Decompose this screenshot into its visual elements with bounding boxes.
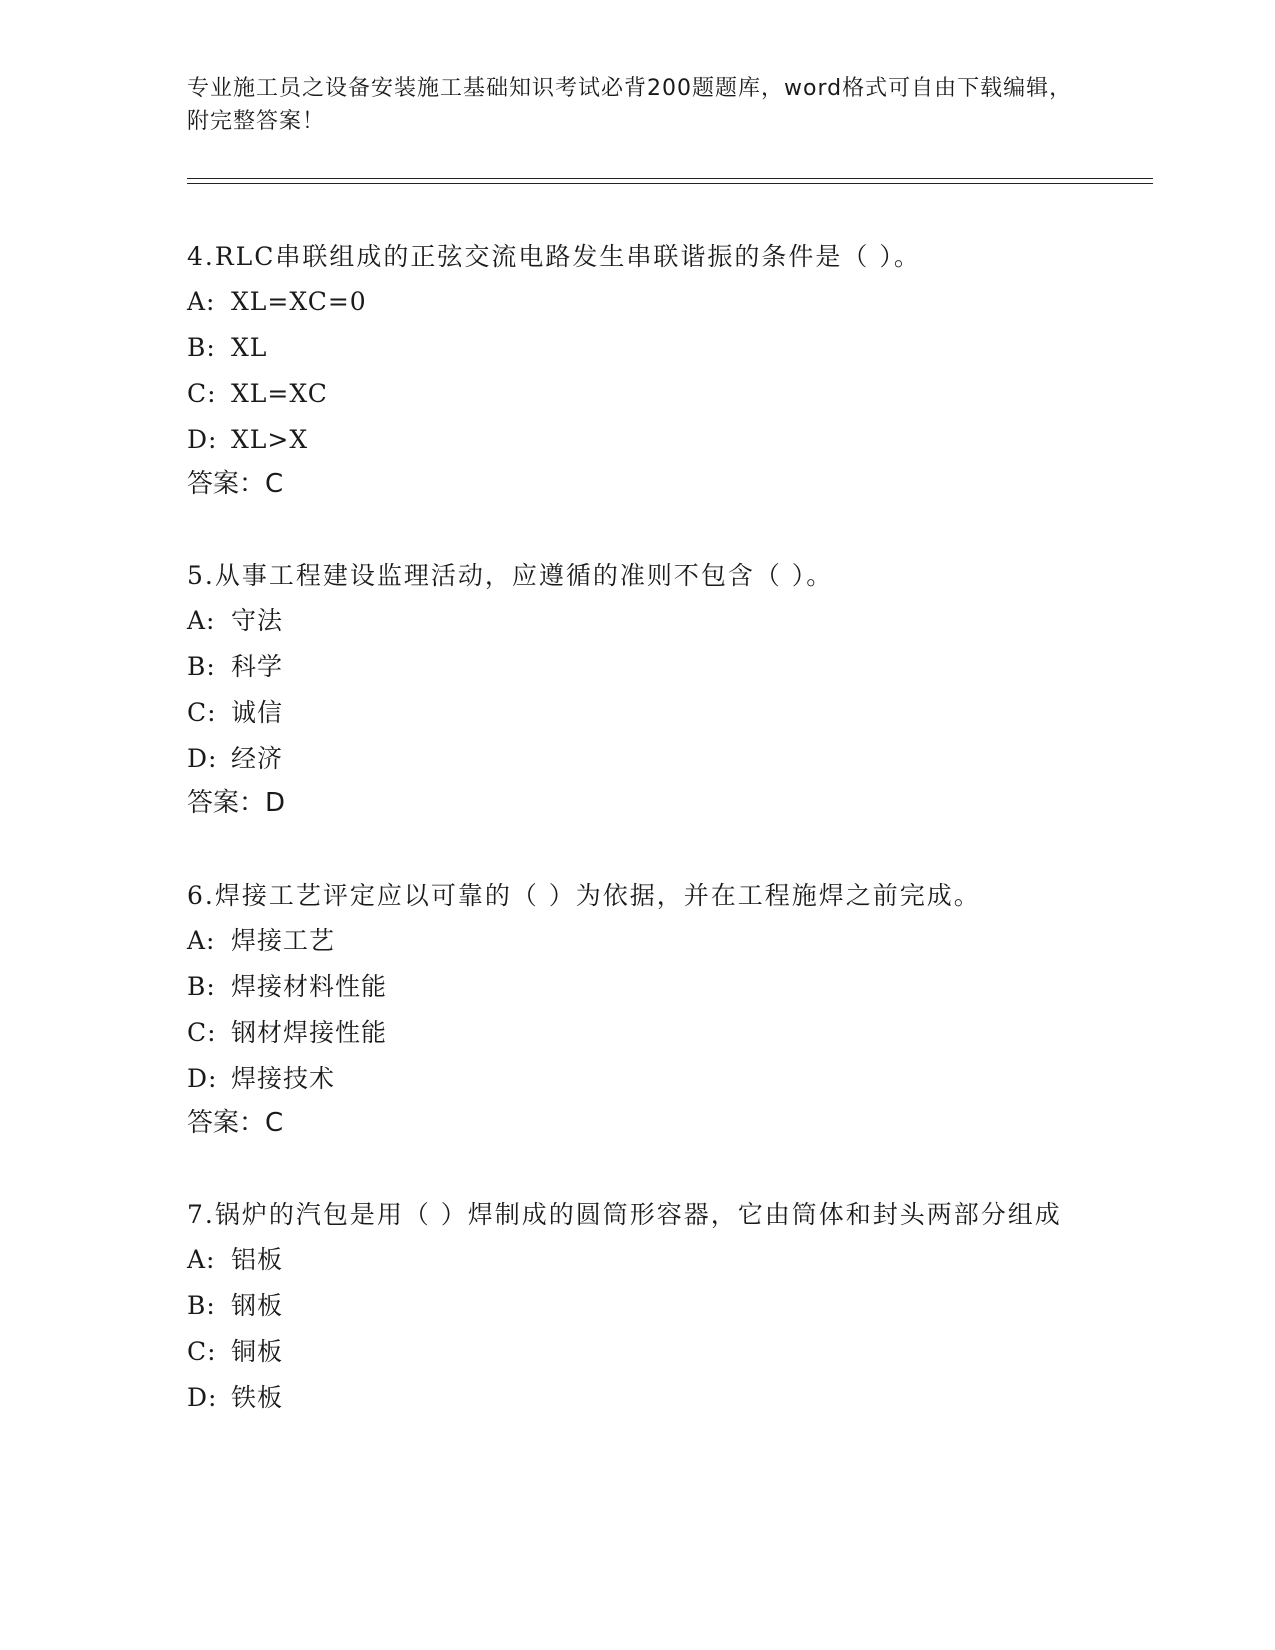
answer: 答案：C bbox=[187, 469, 284, 499]
document-header bbox=[187, 72, 1087, 138]
option-text: 铜板 bbox=[231, 1337, 284, 1366]
option-letter: C: bbox=[187, 1337, 217, 1366]
header-rule-bottom bbox=[187, 183, 1153, 184]
option-a bbox=[187, 279, 1087, 325]
option-text: 钢材焊接性能 bbox=[231, 1018, 388, 1047]
question-number: 4. bbox=[187, 242, 215, 271]
question-stem: 焊接工艺评定应以可靠的（ ）为依据，并在工程施焊之前完成。 bbox=[214, 881, 981, 910]
option-letter: A: bbox=[187, 287, 216, 316]
option-text: 钢板 bbox=[231, 1291, 284, 1320]
option-letter: B: bbox=[187, 652, 216, 681]
question-text bbox=[187, 873, 1087, 918]
option-text: 科学 bbox=[231, 652, 284, 681]
option-d bbox=[187, 1375, 1087, 1421]
option-d bbox=[187, 736, 1087, 782]
option-letter: D: bbox=[187, 425, 218, 454]
question-number: 6. bbox=[187, 881, 215, 910]
option-letter: A: bbox=[187, 926, 216, 955]
option-text: XL=XC=0 bbox=[231, 287, 367, 316]
answer: 答案：C bbox=[187, 1108, 284, 1138]
question-stem: 从事工程建设监理活动，应遵循的准则不包含（ ）。 bbox=[214, 561, 834, 590]
option-a bbox=[187, 1237, 1087, 1283]
option-b bbox=[187, 325, 1087, 371]
option-text: 经济 bbox=[231, 744, 284, 773]
question-text bbox=[187, 234, 1087, 279]
option-letter: B: bbox=[187, 333, 216, 362]
question-stem: RLC串联组成的正弦交流电路发生串联谐振的条件是（ ）。 bbox=[214, 242, 921, 271]
question-text bbox=[187, 553, 1087, 598]
option-letter: A: bbox=[187, 606, 216, 635]
question-number: 5. bbox=[187, 561, 215, 590]
option-letter: A: bbox=[187, 1245, 216, 1274]
option-d bbox=[187, 1056, 1087, 1102]
option-c bbox=[187, 1329, 1087, 1375]
option-text: XL=XC bbox=[231, 379, 328, 408]
header-rule-top bbox=[187, 178, 1153, 179]
option-text: 焊接工艺 bbox=[231, 926, 336, 955]
option-text: 焊接技术 bbox=[231, 1064, 336, 1093]
option-letter: D: bbox=[187, 1383, 218, 1412]
option-text: 诚信 bbox=[231, 698, 284, 727]
option-text: 铝板 bbox=[231, 1245, 284, 1274]
option-b bbox=[187, 964, 1087, 1010]
option-text: 铁板 bbox=[231, 1383, 284, 1412]
option-a bbox=[187, 918, 1087, 964]
option-letter: C: bbox=[187, 698, 217, 727]
option-c bbox=[187, 1010, 1087, 1056]
question-7 bbox=[187, 1192, 1087, 1421]
option-letter: B: bbox=[187, 1291, 216, 1320]
option-c bbox=[187, 371, 1087, 417]
answer: 答案：D bbox=[187, 788, 286, 818]
question-text bbox=[187, 1192, 1087, 1237]
option-b bbox=[187, 1283, 1087, 1329]
option-letter: C: bbox=[187, 379, 217, 408]
option-letter: C: bbox=[187, 1018, 217, 1047]
header-title: 专业施工员之设备安装施工基础知识考试必背200题题库，word格式可自由下载编辑，附完整答案！ bbox=[187, 76, 1073, 134]
question-6 bbox=[187, 873, 1087, 1144]
option-text: 守法 bbox=[231, 606, 284, 635]
option-text: 焊接材料性能 bbox=[231, 972, 388, 1001]
option-letter: B: bbox=[187, 972, 216, 1001]
question-stem: 锅炉的汽包是用（ ）焊制成的圆筒形容器，它由筒体和封头两部分组成 bbox=[214, 1200, 1062, 1229]
question-5 bbox=[187, 553, 1087, 824]
option-text: XL>X bbox=[231, 425, 309, 454]
option-c bbox=[187, 690, 1087, 736]
option-a bbox=[187, 598, 1087, 644]
question-4 bbox=[187, 234, 1087, 505]
option-text: XL bbox=[231, 333, 268, 362]
option-d bbox=[187, 417, 1087, 463]
option-letter: D: bbox=[187, 1064, 218, 1093]
option-letter: D: bbox=[187, 744, 218, 773]
question-number: 7. bbox=[187, 1200, 215, 1229]
option-b bbox=[187, 644, 1087, 690]
